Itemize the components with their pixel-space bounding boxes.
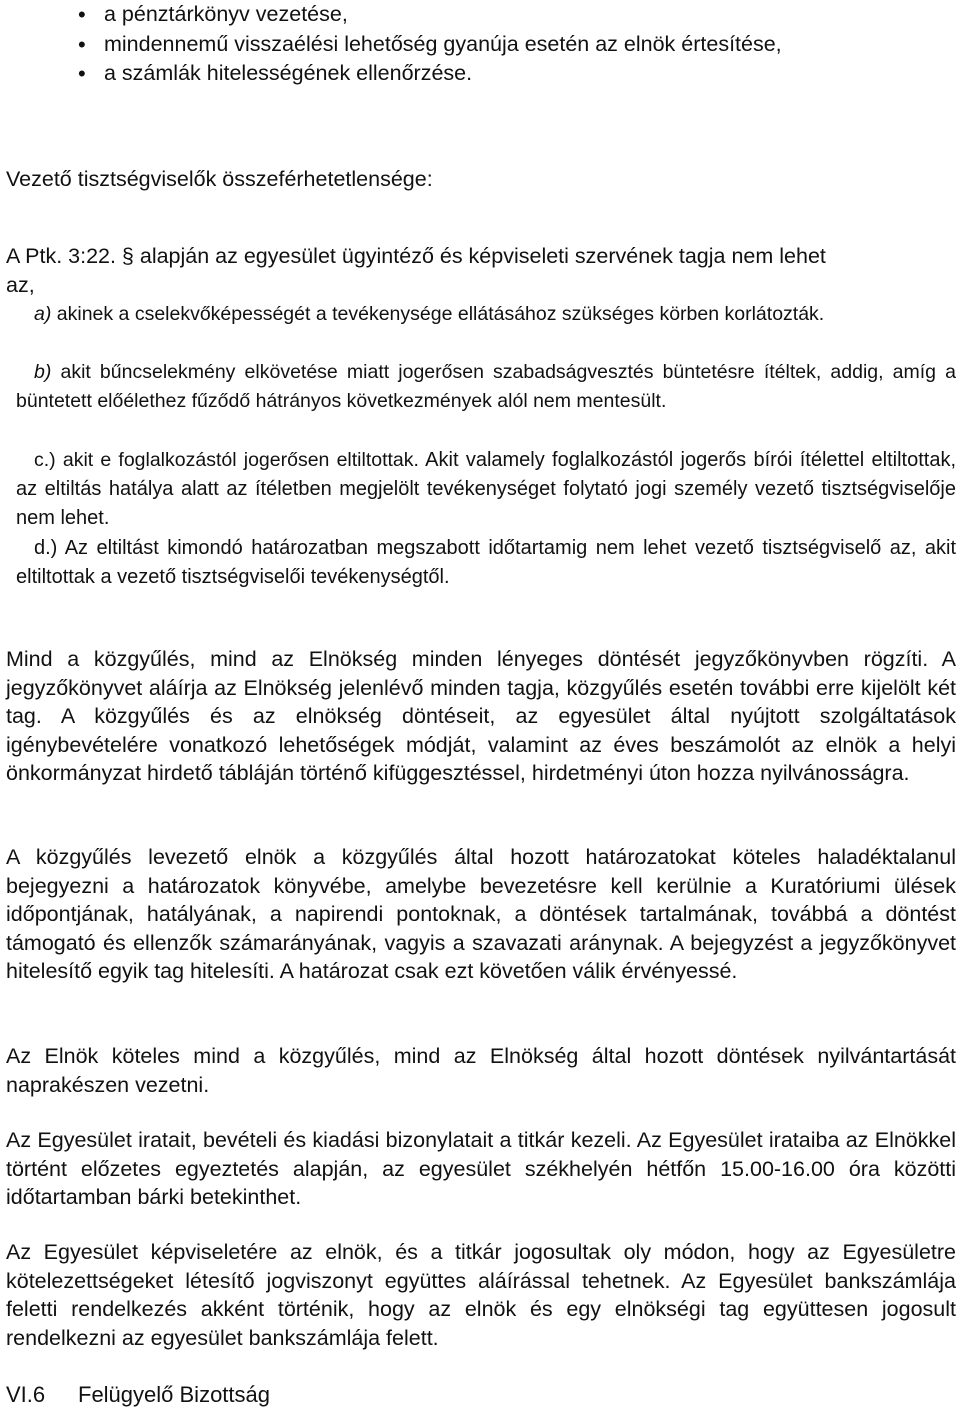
- bullet-item: • mindennemű visszaélési lehetőség gyanúja esetén az elnök értesítése,: [0, 30, 782, 60]
- section-title: Vezető tisztségviselők összeférhetetlensége:: [6, 167, 433, 191]
- ptk-intro-line: A Ptk. 3:22. § alapján az egyesület ügyintéző és képviseleti szervének tagja nem lehet: [6, 244, 826, 268]
- next-section-heading: [6, 1380, 270, 1410]
- paragraph-register: Az Elnök köteles mind a közgyűlés, mind az Elnökség által hozott döntések nyilvántartását naprakészen vezetni.: [6, 1044, 956, 1097]
- paragraph-documents: Az Egyesület iratait, bevételi és kiadási bizonylatait a titkár kezeli. Az Egyesület irataiba az Elnökkel történt előzetes egyeztetés alapján, az egyesület székhelyén hétfőn 15.00-16.00 óra közötti időtartamban bárki betekinthet.: [6, 1128, 956, 1210]
- item-b-marker: b): [34, 361, 52, 383]
- item-b: [16, 358, 956, 416]
- paragraph-minutes: Mind a közgyűlés, mind az Elnökség minden lényeges döntését jegyzőkönyvben rögzíti. A jegyzőkönyvet aláírja az Elnökség jelenlévő minden tagja, közgyűlés esetén további erre kijelölt két tag. A közgyűlés és az elnökség döntéseit, az egyesület által nyújtott szolgáltatások igénybevételére vonatkozó lehetőségek módját, valamint az éves beszámolót az elnök a helyi önkormányzat hirdető tábláján történő kifüggesztéssel, hirdetményi úton hozza nyilvánosságra.: [6, 647, 956, 786]
- duties-bullet-list: [0, 0, 782, 89]
- item-c: [16, 446, 956, 534]
- item-a-marker: a): [34, 303, 52, 325]
- paragraph-representation: Az Egyesület képviseletére az elnök, és a titkár jogosultak oly módon, hogy az Egyesületre kötelezettségeket létesítő jogviszonyt együttes aláírással tehetnek. Az Egyesület bankszámlája feletti rendelkezés akként történik, hogy az elnök és egy elnökségi tag együttesen jogosult rendelkezni az egyesület bankszámlája felett.: [6, 1240, 956, 1350]
- item-c-intro: c.) akit e foglalkozástól jogerősen eltiltottak.: [34, 449, 419, 471]
- item-c-text: Akit valamely foglalkozástól jogerős bírói ítélettel eltiltottak, az eltiltás hatálya alatt az ítéletben megjelölt tevékenységet folytató jogi személy vezető tisztségviselője nem lehet.: [16, 449, 956, 530]
- ptk-intro: [6, 242, 956, 299]
- item-b-text: akit bűncselekmény elkövetése miatt jogerősen szabadságvesztés büntetésre ítéltek, addig, amíg a büntetett előélethez fűződő hátrányos következmények alól nem mentesült.: [16, 361, 956, 413]
- item-d: d.) Az eltiltást kimondó határozatban megszabott időtartamig nem lehet vezető tisztségviselő az, akit eltiltottak a vezető tisztségviselői tevékenységtől.: [16, 537, 956, 589]
- ptk-intro-line: az,: [6, 272, 35, 297]
- paragraph-resolutions-book: A közgyűlés levezető elnök a közgyűlés által hozott határozatokat köteles haladéktalanul bejegyezni a határozatok könyvébe, amelybe bevezetésre kell kerülnie a Kuratóriumi ülések időpontjának, hatályának, a napirendi pontoknak, a döntések tartalmának, továbbá a döntést támogató és ellenzők számarányának, vagyis a szavazati aránynak. A bejegyzést a jegyzőkönyvet hitelesítő egyik tag hitelesíti. A határozat csak ezt követően válik érvényessé.: [6, 845, 956, 984]
- section-heading-title: Felügyelő Bizottság: [78, 1382, 270, 1407]
- item-a-text: akinek a cselekvőképességét a tevékenysége ellátásához szükséges körben korlátozták.: [56, 303, 825, 325]
- bullet-item: • a pénztárkönyv vezetése,: [0, 0, 782, 30]
- section-number: VI.6: [6, 1382, 46, 1407]
- bullet-item: • a számlák hitelességének ellenőrzése.: [0, 59, 782, 89]
- item-a: [16, 300, 956, 329]
